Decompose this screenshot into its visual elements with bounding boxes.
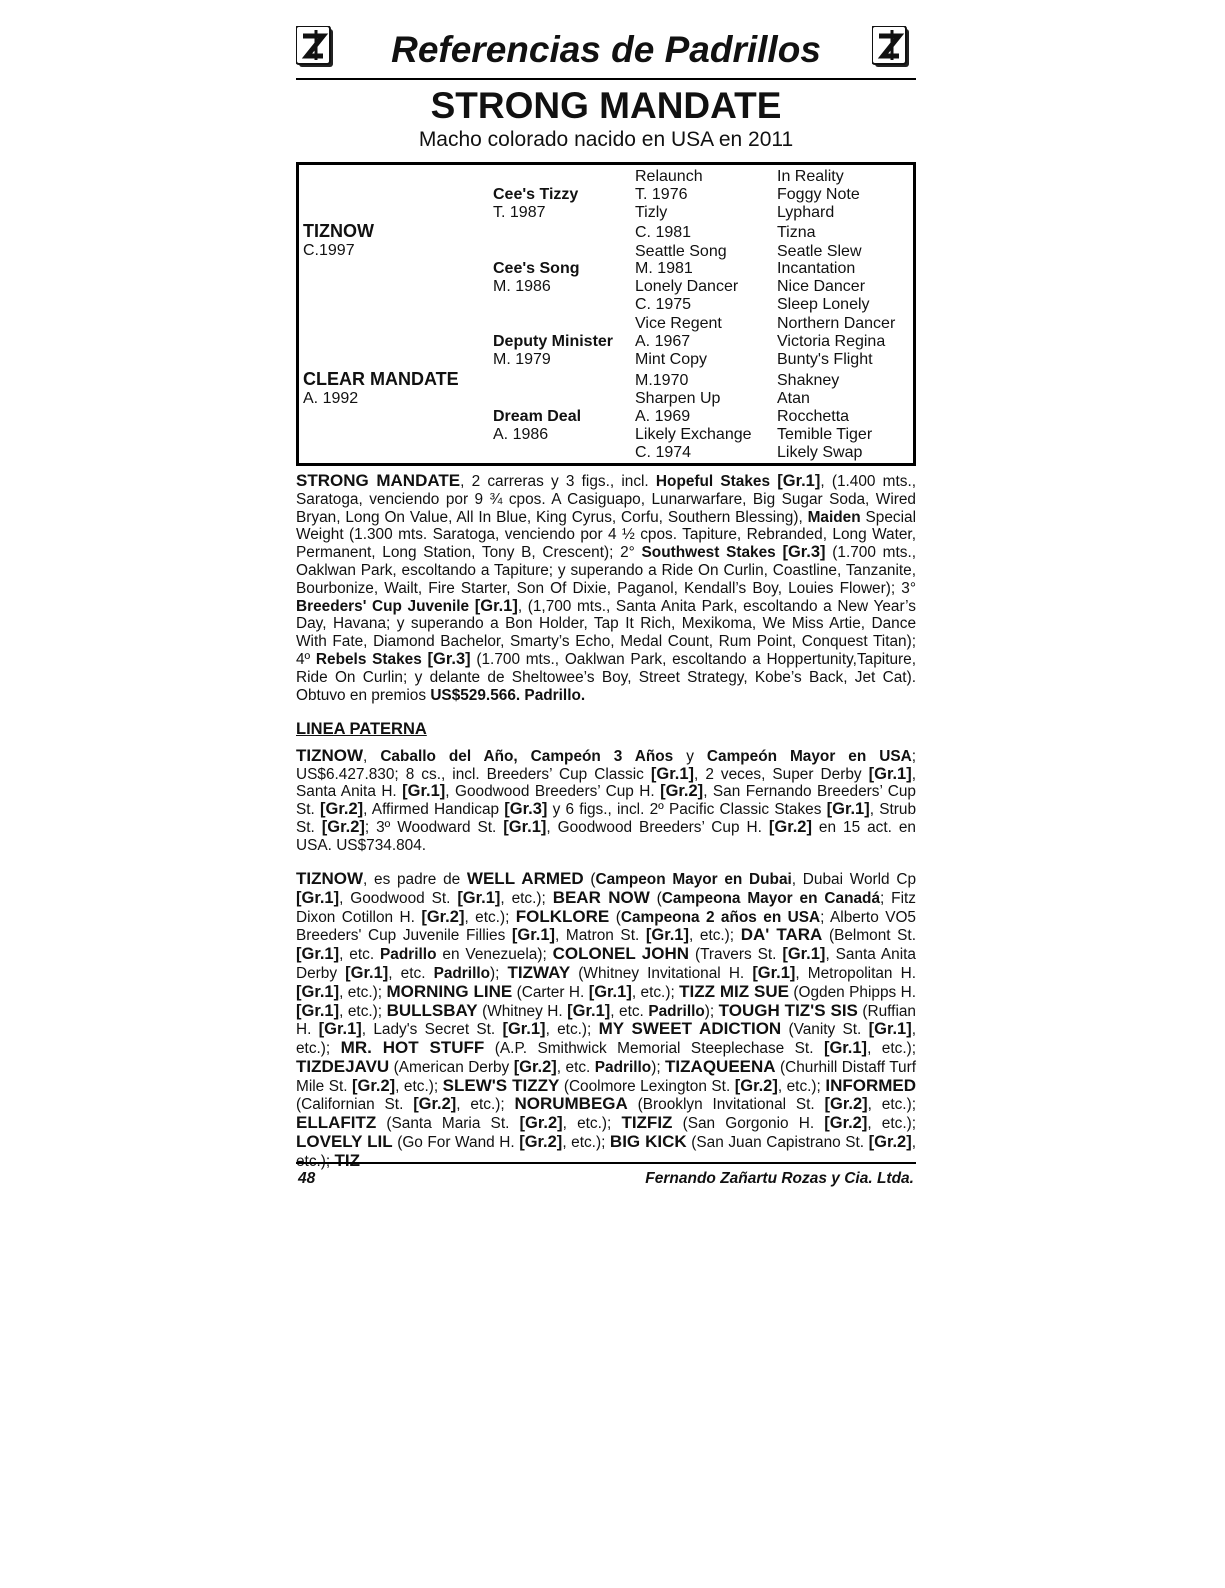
pedigree-g4-name: Seatle Slew [777, 243, 862, 260]
page-footer [296, 1162, 916, 1190]
pedigree-g3-name: Lonely Dancer [635, 278, 739, 295]
pedigree-sd-name: Cee's Song [493, 260, 580, 277]
pedigree-g4-name: Atan [777, 390, 810, 407]
horse-subtitle: Macho colorado nacido en USA en 2011 [418, 128, 794, 151]
pedigree-ss-name: Cee's Tizzy [493, 186, 579, 203]
pedigree-dd-name: Dream Deal [493, 408, 582, 425]
pedigree-g4-name: Victoria Regina [777, 333, 886, 350]
race-record-paragraph: STRONG MANDATE, 2 carreras y 3 figs., incl. Hopeful Stakes [Gr.1], (1.400 mts., Saratoga, venciendo por 9 ¾ cpos. A Casiguapo, Lunarwarfare, Big Sugar Soda, Wired Bryan, Long On Value, All In Blue, King Cyrus, Corfu, Southern Blessing), Maiden Special Weight (1.300 mts. Saratoga, venciendo por 4 ½ cpos. Tapiture, Rebranded, Long Water, Permanent, Long Station, Tony B, Crescent); 2° Southwest Stakes [Gr.3] (1.700 mts., Oaklwan Park, escoltando a Tapiture; y superando a Ride On Curlin, Coastline, Tanzanite, Bourbonize, Wailt, Fire Starter, Son Of Dixie, Paganol, Kendall’s Boy, Louies Flower); 3° Breeders' Cup Juvenile [Gr.1], (1,700 mts., Santa Anita Park, escoltando a New Year’s Day, Havana; y superando a Bon Holder, Tap It Rich, Mexikoma, We Miss Artie, Dance With Fate, Diamond Bachelor, Smarty’s Echo, Medal Count, Rum Point, Conquest Titan); 4º Rebels Stakes [Gr.3] (1.700 mts., Oaklwan Park, escoltando a Hoppertunity,Tapiture, Ride On Curlin; y delante de Sheltowee’s Boy, Street Strategy, Kobe’s Back, Jet Cat). Obtuvo en premios US$529.566. Padrillo. [296, 471, 917, 704]
pedigree-g3-info: M. 1981 [635, 260, 693, 277]
pedigree-g3-name: Mint Copy [635, 351, 708, 368]
sire-record-paragraph: TIZNOW, Caballo del Año, Campeón 3 Años y Campeón Mayor en USA; US$6.427.830; 8 cs., incl. Breeders’ Cup Classic [Gr.1], 2 veces, Super Derby [Gr.1], Santa Anita H. [Gr.1], Goodwood Breeders’ Cup H. [Gr.2], San Fernando Breeders’ Cup St. [Gr.2], Affirmed Handicap [Gr.3] y 6 figs., incl. 2º Pacific Classic Stakes [Gr.1], Strub St. [Gr.2]; 3º Woodward St. [Gr.1], Goodwood Breeders’ Cup H. [Gr.2] en 15 act. en USA. US$734.804. [296, 745, 917, 854]
page-number: 48 [298, 1170, 316, 1187]
pedigree-g4-name: Likely Swap [777, 444, 863, 461]
header-title: Referencias de Padrillos [391, 29, 821, 70]
sire-name: TIZNOW [303, 221, 374, 241]
pedigree-g3-info: T. 1976 [635, 186, 688, 203]
section-heading: LINEA PATERNA [296, 719, 427, 738]
pedigree-g3-name: Vice Regent [635, 315, 722, 332]
pedigree-ds-name: Deputy Minister [493, 333, 614, 350]
pedigree-g3-info: C. 1981 [635, 224, 692, 241]
pedigree-g3-info: A. 1967 [635, 333, 691, 350]
pedigree-g4-name: Foggy Note [777, 186, 860, 203]
pedigree-g4-name: Temible Tiger [777, 426, 873, 443]
progeny-paragraph: TIZNOW, es padre de WELL ARMED (Campeon Mayor en Dubai, Dubai World Cp [Gr.1], Goodwood St. [Gr.1], etc.); BEAR NOW (Campeona Mayor en Canadá; Fitz Dixon Cotillon H. [Gr.2], etc.); FOLKLORE (Campeona 2 años en USA; Alberto VO5 Breeders' Cup Juvenile Fillies [Gr.1], Matron St. [Gr.1], etc.); DA' TARA (Belmont St. [Gr.1], etc. Padrillo en Venezuela); COLONEL JOHN (Travers St. [Gr.1], Santa Anita Derby [Gr.1], etc. Padrillo); TIZWAY (Whitney Invitational H. [Gr.1], Metropolitan H. [Gr.1], etc.); MORNING LINE (Carter H. [Gr.1], etc.); TIZZ MIZ SUE (Ogden Phipps H. [Gr.1], etc.); BULLSBAY (Whitney H. [Gr.1], etc. Padrillo); TOUGH TIZ'S SIS (Ruffian H. [Gr.1], Lady's Secret St. [Gr.1], etc.); MY SWEET ADICTION (Vanity St. [Gr.1], etc.); MR. HOT STUFF (A.P. Smithwick Memorial Steeplechase St. [Gr.1], etc.); TIZDEJAVU (American Derby [Gr.2], etc. Padrillo); TIZAQUEENA (Churhill Distaff Turf Mile St. [Gr.2], etc.); SLEW'S TIZZY (Coolmore Lexington St. [Gr.2], etc.); INFORMED (Californian St. [Gr.2], etc.); NORUMBEGA (Brooklyn Invitational St. [Gr.2], etc.); ELLAFITZ (Santa Maria St. [Gr.2], etc.); TIZFIZ (San Gorgonio H. [Gr.2], etc.); LOVELY LIL (Go For Wand H. [Gr.2], etc.); BIG KICK (San Juan Capistrano St. [Gr.2], etc.); TIZ [296, 868, 917, 1170]
pedigree-g3-name: Likely Exchange [635, 426, 752, 443]
pedigree-g4-name: Incantation [777, 260, 856, 277]
pedigree-g3-info: M.1970 [635, 372, 689, 389]
pedigree-g4-name: Northern Dancer [777, 315, 896, 332]
pedigree-table [296, 162, 916, 466]
pedigree-g4-name: Bunty's Flight [777, 351, 873, 368]
pedigree-sd-info: M. 1986 [493, 278, 551, 295]
pedigree-g3-name: Sharpen Up [635, 390, 721, 407]
pedigree-ss-info: T. 1987 [493, 204, 546, 221]
pedigree-g3-info: C. 1975 [635, 296, 692, 313]
pedigree-g4-name: Rocchetta [777, 408, 850, 425]
page [296, 20, 916, 1186]
dam-info: A. 1992 [303, 390, 359, 407]
pedigree-g4-name: Lyphard [777, 204, 835, 221]
pedigree-g3-info: C. 1974 [635, 444, 692, 461]
pedigree-g4-name: In Reality [777, 168, 844, 185]
pedigree-g4-name: Sleep Lonely [777, 296, 870, 313]
pedigree-g3-name: Relaunch [635, 168, 703, 185]
pedigree-g3-name: Seattle Song [635, 243, 727, 260]
pedigree-ds-info: M. 1979 [493, 351, 551, 368]
pedigree-g4-name: Tizna [777, 224, 816, 241]
pedigree-g4-name: Nice Dancer [777, 278, 866, 295]
dam-name: CLEAR MANDATE [303, 369, 459, 389]
horse-name: STRONG MANDATE [430, 85, 782, 126]
pedigree-g3-name: Tizly [635, 204, 668, 221]
page-header [296, 20, 916, 80]
pedigree-g4-name: Shakney [777, 372, 840, 389]
publisher: Fernando Zañartu Rozas y Cia. Ltda. [645, 1170, 914, 1187]
pedigree-g3-info: A. 1969 [635, 408, 691, 425]
pedigree-dd-info: A. 1986 [493, 426, 549, 443]
sire-info: C.1997 [303, 242, 355, 259]
logo-icon [872, 26, 912, 70]
